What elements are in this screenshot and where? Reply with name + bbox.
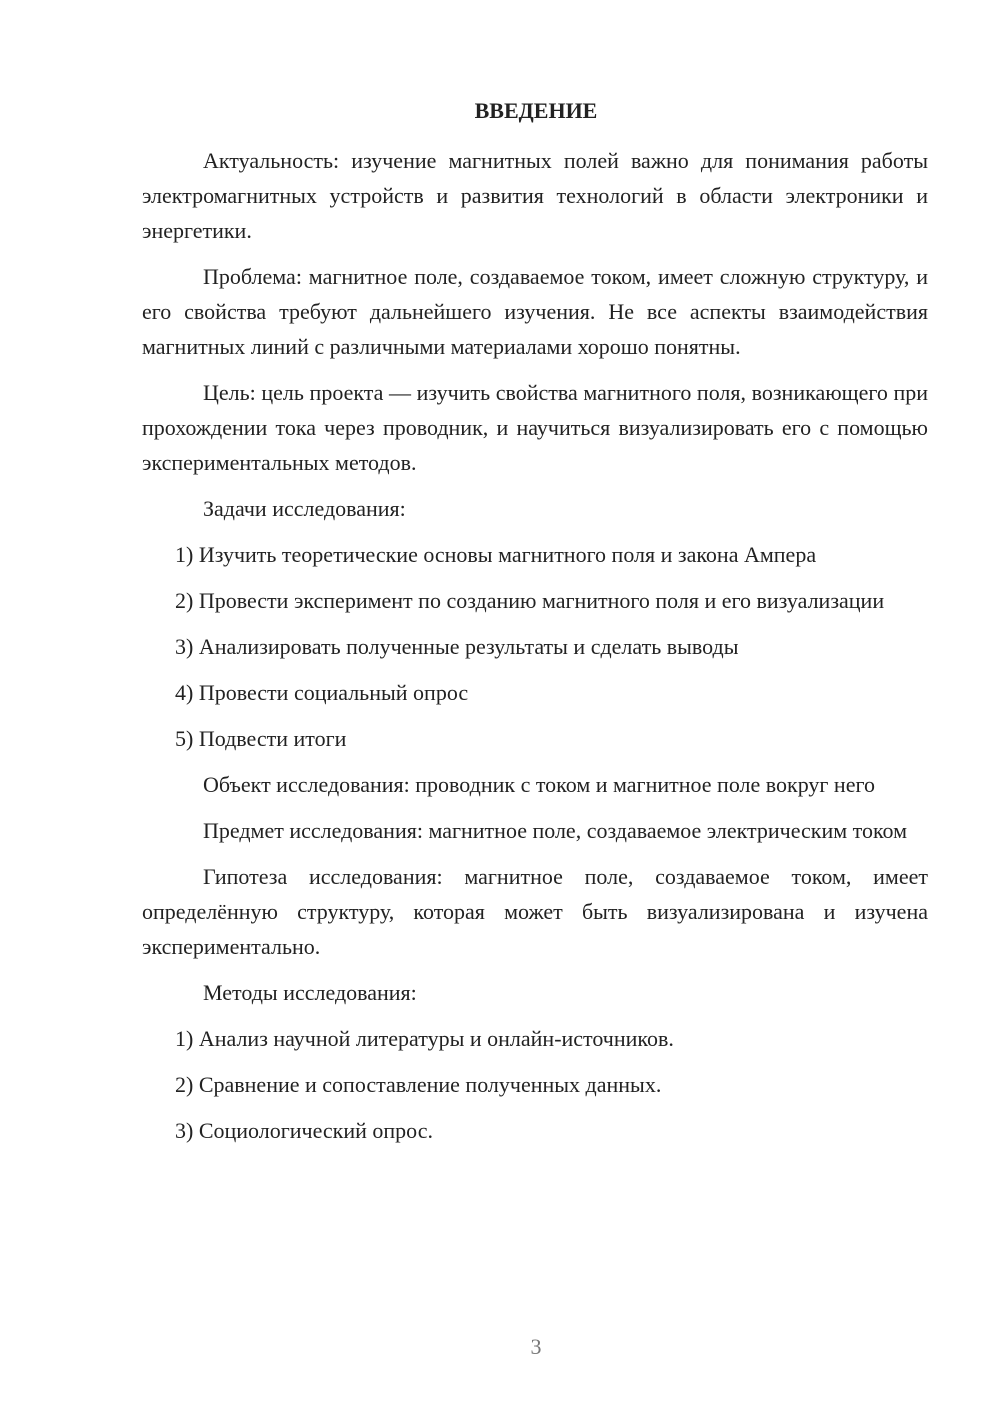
goal-paragraph: Цель: цель проекта — изучить свойства магнитного поля, возникающего при прохождении тока через проводник, и научиться визуализировать его с помощью экспериментальных методов. (142, 380, 928, 475)
task-item: 4) Провести социальный опрос (175, 680, 469, 705)
method-item: 3) Социологический опрос. (175, 1118, 433, 1143)
method-item: 2) Сравнение и сопоставление полученных данных. (175, 1072, 662, 1097)
method-item: 1) Анализ научной литературы и онлайн-источников. (175, 1026, 674, 1051)
task-item: 1) Изучить теоретические основы магнитного поля и закона Ампера (175, 542, 817, 567)
object-paragraph: Объект исследования: проводник с током и магнитное поле вокруг него (203, 772, 875, 797)
task-item: 3) Анализировать полученные результаты и сделать выводы (175, 634, 739, 659)
task-item: 5) Подвести итоги (175, 726, 347, 751)
subject-paragraph: Предмет исследования: магнитное поле, создаваемое электрическим током (203, 818, 908, 843)
hypothesis-paragraph: Гипотеза исследования: магнитное поле, создаваемое током, имеет определённую структуру, которая может быть визуализирована и изучена экспериментально. (142, 864, 928, 959)
problem-paragraph: Проблема: магнитное поле, создаваемое током, имеет сложную структуру, и его свойства требуют дальнейшего изучения. Не все аспекты взаимодействия магнитных линий с различными материалами хорошо понятны. (142, 264, 928, 359)
relevance-paragraph: Актуальность: изучение магнитных полей важно для понимания работы электромагнитных устройств и развития технологий в области электроники и энергетики. (142, 148, 928, 243)
page-body (142, 143, 928, 1159)
methods-heading: Методы исследования: (203, 980, 417, 1005)
page-title: ВВЕДЕНИЕ (474, 98, 598, 123)
page-number: 3 (530, 1334, 542, 1359)
task-item: 2) Провести эксперимент по созданию магнитного поля и его визуализации (175, 588, 885, 613)
tasks-heading: Задачи исследования: (203, 496, 406, 521)
